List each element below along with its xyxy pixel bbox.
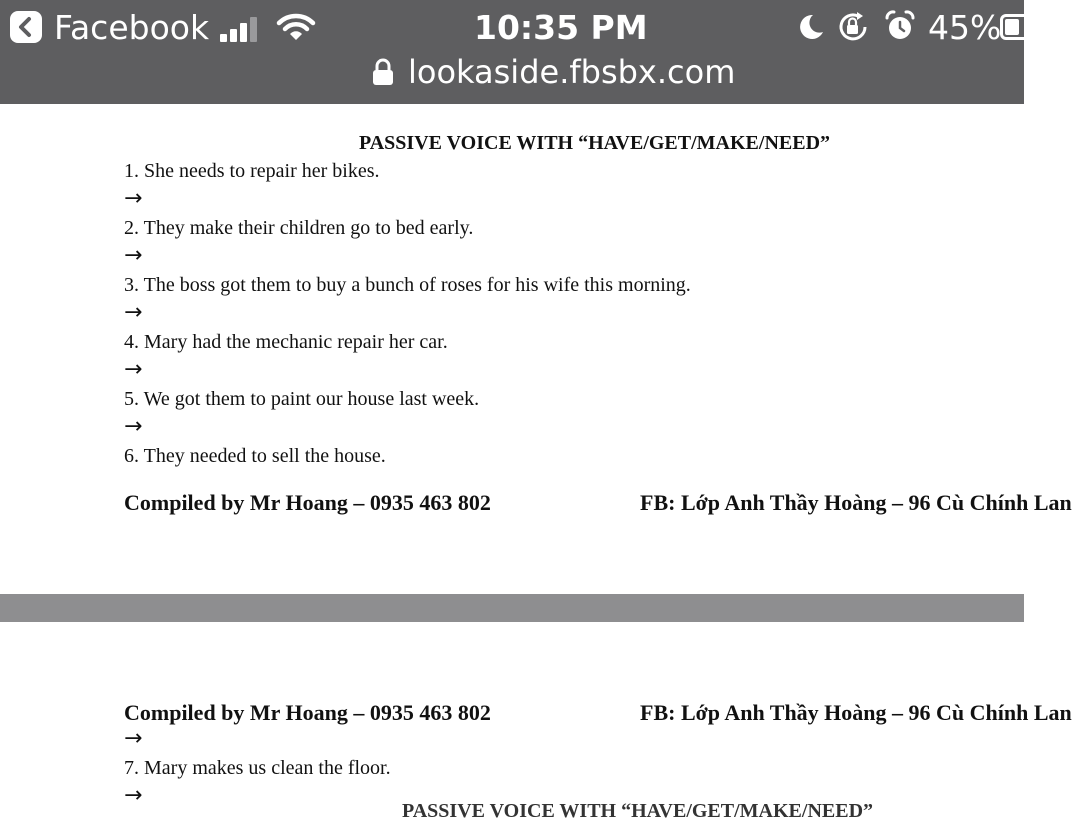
question-1: 1. She needs to repair her bikes.: [124, 160, 380, 182]
status-bar: [0, 0, 1024, 104]
question-7: 7. Mary makes us clean the floor.: [124, 757, 391, 779]
answer-arrow: →: [124, 783, 143, 808]
next-page-title-partial: PASSIVE VOICE WITH “HAVE/GET/MAKE/NEED”: [402, 800, 874, 822]
signal-icon: [220, 16, 262, 42]
answer-arrow: →: [124, 414, 143, 439]
credit-left: Compiled by Mr Hoang – 0935 463 802: [124, 700, 491, 725]
back-chevron-icon[interactable]: [10, 11, 42, 43]
answer-arrow: →: [124, 357, 143, 382]
question-5: 5. We got them to paint our house last week.: [124, 388, 480, 410]
question-6: 6. They needed to sell the house.: [124, 445, 386, 467]
credit-left: Compiled by Mr Hoang – 0935 463 802: [124, 490, 491, 515]
alarm-icon: [884, 10, 916, 42]
worksheet-title: PASSIVE VOICE WITH “HAVE/GET/MAKE/NEED”: [359, 132, 831, 154]
lock-icon: [372, 58, 394, 86]
question-3: 3. The boss got them to buy a bunch of roses for his wife this morning.: [124, 274, 691, 296]
url-text: lookaside.fbsbx.com: [408, 53, 736, 91]
moon-icon: [796, 12, 826, 42]
page-separator: [0, 594, 1024, 622]
answer-arrow: →: [124, 300, 143, 325]
address-bar[interactable]: [372, 52, 735, 92]
battery-icon: [1000, 14, 1040, 40]
question-4: 4. Mary had the mechanic repair her car.: [124, 331, 448, 353]
battery-percent: 45%: [928, 8, 1002, 47]
lock-rotation-icon: [836, 11, 870, 43]
answer-arrow: →: [124, 243, 143, 268]
question-2: 2. They make their children go to bed early.: [124, 217, 474, 239]
answer-arrow: →: [124, 726, 143, 751]
status-time: 10:35 PM: [474, 8, 648, 47]
battery-level-fill: [1005, 19, 1019, 35]
back-to-app-link[interactable]: Facebook: [54, 8, 210, 47]
credit-right: FB: Lớp Anh Thầy Hoàng – 96 Cù Chính Lan: [640, 490, 1072, 515]
wifi-icon: [276, 12, 316, 42]
credit-right: FB: Lớp Anh Thầy Hoàng – 96 Cù Chính Lan: [640, 700, 1072, 725]
answer-arrow: →: [124, 186, 143, 211]
